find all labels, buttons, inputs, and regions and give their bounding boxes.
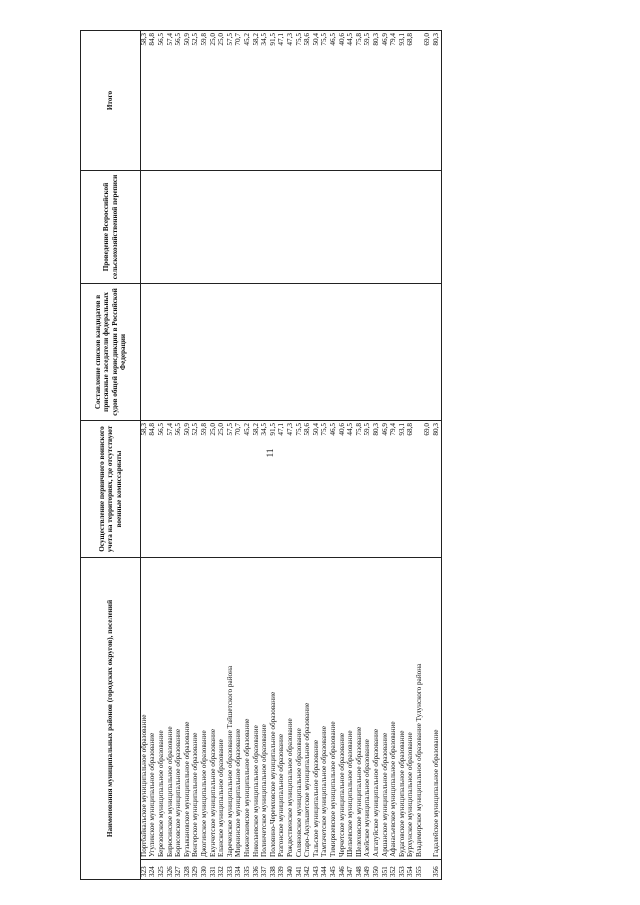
row-jurors-lists — [312, 284, 321, 421]
row-military-registration: 57,5 — [226, 421, 235, 558]
row-number: 350 — [373, 860, 382, 880]
row-jurors-lists — [304, 284, 313, 421]
row-number: 328 — [183, 860, 192, 880]
row-military-registration: 50,9 — [183, 421, 192, 558]
row-total: 45,2 — [244, 31, 253, 171]
row-military-registration: 84,8 — [149, 421, 158, 558]
row-jurors-lists — [166, 284, 175, 421]
row-number: 356 — [433, 860, 442, 880]
row-number: 347 — [347, 860, 356, 880]
row-agricultural-census — [287, 171, 296, 284]
table-row — [287, 31, 296, 880]
row-jurors-lists — [330, 284, 339, 421]
row-name: Портбайкальское муниципальное образование — [141, 558, 150, 860]
row-total: 50,9 — [183, 31, 192, 171]
row-total: 70,7 — [235, 31, 244, 171]
row-total: 46,9 — [381, 31, 390, 171]
row-name: Борисовское муниципальное образование — [175, 558, 184, 860]
row-military-registration: 50,4 — [312, 421, 321, 558]
row-agricultural-census — [295, 171, 304, 284]
row-military-registration: 58,2 — [252, 421, 261, 558]
row-number: 324 — [149, 860, 158, 880]
row-number: 326 — [166, 860, 175, 880]
row-agricultural-census — [235, 171, 244, 284]
row-military-registration: 46,9 — [381, 421, 390, 558]
table-row — [373, 31, 382, 880]
row-jurors-lists — [192, 284, 201, 421]
row-name: Черчетское муниципальное образование — [338, 558, 347, 860]
row-name: Нижнезаимское муниципальное образование — [244, 558, 253, 860]
row-name: Старо-Акульшетское муниципальное образование — [304, 558, 313, 860]
funding-table — [80, 30, 442, 880]
row-agricultural-census — [218, 171, 227, 284]
row-number: 346 — [338, 860, 347, 880]
row-military-registration: 75,8 — [355, 421, 364, 558]
row-military-registration: 80,3 — [433, 421, 442, 558]
row-jurors-lists — [278, 284, 287, 421]
row-agricultural-census — [269, 171, 278, 284]
row-military-registration: 47,3 — [287, 421, 296, 558]
row-name: Березовское муниципальное образование — [158, 558, 167, 860]
rotated-table-container — [80, 33, 570, 880]
table-row — [244, 31, 253, 880]
row-agricultural-census — [226, 171, 235, 284]
row-name: Азейское муниципальное образование — [364, 558, 373, 860]
row-total: 44,5 — [347, 31, 356, 171]
row-total — [416, 31, 425, 171]
row-name: Аршанское муниципальное образование — [381, 558, 390, 860]
row-total: 47,1 — [278, 31, 287, 171]
row-agricultural-census — [183, 171, 192, 284]
row-agricultural-census — [141, 171, 150, 284]
row-jurors-lists — [355, 284, 364, 421]
row-total: 75,8 — [355, 31, 364, 171]
row-number: 345 — [330, 860, 339, 880]
row-agricultural-census — [304, 171, 313, 284]
row-agricultural-census — [398, 171, 407, 284]
row-number: 327 — [175, 860, 184, 880]
row-jurors-lists — [407, 284, 416, 421]
table-row — [433, 31, 442, 880]
row-number: 341 — [295, 860, 304, 880]
row-military-registration — [416, 421, 425, 558]
row-name: Венгерское муниципальное образование — [192, 558, 201, 860]
row-name: Шелеховское муниципальное образование — [355, 558, 364, 860]
row-name: Еланское муниципальное образование — [218, 558, 227, 860]
row-agricultural-census — [424, 171, 433, 284]
row-name: Шелаевское муниципальное образование — [347, 558, 356, 860]
table-body — [141, 31, 442, 880]
row-military-registration: 46,5 — [330, 421, 339, 558]
row-name: Бирюсинское муниципальное образование — [166, 558, 175, 860]
row-number: 334 — [235, 860, 244, 880]
row-jurors-lists — [183, 284, 192, 421]
row-agricultural-census — [390, 171, 399, 284]
row-name: Будаговское муниципальное образование — [398, 558, 407, 860]
row-agricultural-census — [364, 171, 373, 284]
row-total: 57,4 — [166, 31, 175, 171]
header-military-registration: Осуществление первичного воинского учета на территориях, где отсутствуют военные комиссариаты — [81, 421, 141, 558]
row-name: Бурхунское муниципальное образование — [407, 558, 416, 860]
row-number: 332 — [218, 860, 227, 880]
row-jurors-lists — [175, 284, 184, 421]
row-jurors-lists — [390, 284, 399, 421]
row-number: 329 — [192, 860, 201, 880]
row-agricultural-census — [312, 171, 321, 284]
row-number: 342 — [304, 860, 313, 880]
row-number: 354 — [407, 860, 416, 880]
row-name: Зареченское муниципальное образование Тайшетского района — [226, 558, 235, 860]
row-agricultural-census — [175, 171, 184, 284]
row-agricultural-census — [166, 171, 175, 284]
row-agricultural-census — [244, 171, 253, 284]
row-name: Афанасьевское муниципальное образование — [390, 558, 399, 860]
header-agricultural-census: Проведение Всероссийской сельскохозяйственной переписи — [81, 171, 141, 284]
row-agricultural-census — [373, 171, 382, 284]
row-total: 79,4 — [390, 31, 399, 171]
row-military-registration: 80,3 — [373, 421, 382, 558]
row-number: 355 — [416, 860, 425, 880]
header-total: Итого — [81, 31, 141, 171]
row-military-registration: 25,0 — [209, 421, 218, 558]
row-total: 47,3 — [287, 31, 296, 171]
header-jurors-lists: Составление списков кандидатов в присяжные заседатели федеральных судов общей юрисдикции в Российской Федерации — [81, 284, 141, 421]
row-number: 353 — [398, 860, 407, 880]
row-military-registration: 52,5 — [192, 421, 201, 558]
row-total: 91,5 — [269, 31, 278, 171]
row-jurors-lists — [364, 284, 373, 421]
row-agricultural-census — [261, 171, 270, 284]
row-name: Екунчетское муниципальное образование — [209, 558, 218, 860]
row-jurors-lists — [218, 284, 227, 421]
row-agricultural-census — [407, 171, 416, 284]
header-name: Наименования муниципальных районов (городских округов), поселений — [81, 558, 141, 880]
row-total: 59,5 — [364, 31, 373, 171]
table-row — [201, 31, 210, 880]
row-number: 343 — [312, 860, 321, 880]
row-total: 56,5 — [175, 31, 184, 171]
row-total: 80,3 — [373, 31, 382, 171]
row-military-registration: 75,5 — [321, 421, 330, 558]
row-name: Бузыкановское муниципальное образование — [183, 558, 192, 860]
table-row — [330, 31, 339, 880]
row-total: 40,6 — [338, 31, 347, 171]
row-agricultural-census — [192, 171, 201, 284]
row-military-registration: 45,2 — [244, 421, 253, 558]
row-military-registration: 58,3 — [141, 421, 150, 558]
row-total: 25,0 — [218, 31, 227, 171]
row-number: 344 — [321, 860, 330, 880]
row-jurors-lists — [244, 284, 253, 421]
row-total: 69,0 — [424, 31, 433, 171]
row-agricultural-census — [149, 171, 158, 284]
row-jurors-lists — [209, 284, 218, 421]
row-name: Соляновское муниципальное образование — [295, 558, 304, 860]
row-agricultural-census — [278, 171, 287, 284]
row-agricultural-census — [252, 171, 261, 284]
row-agricultural-census — [321, 171, 330, 284]
row-name: Гадалейское муниципальное образование — [433, 558, 442, 860]
row-jurors-lists — [433, 284, 442, 421]
row-jurors-lists — [398, 284, 407, 421]
row-military-registration: 40,6 — [338, 421, 347, 558]
row-number: 348 — [355, 860, 364, 880]
row-jurors-lists — [158, 284, 167, 421]
row-military-registration: 44,5 — [347, 421, 356, 558]
row-number: 339 — [278, 860, 287, 880]
row-name: Владимирское муниципальное образование Тулунского района — [416, 558, 425, 860]
row-agricultural-census — [330, 171, 339, 284]
row-agricultural-census — [209, 171, 218, 284]
row-name: Полинчетское муниципальное образование — [261, 558, 270, 860]
row-number: 337 — [261, 860, 270, 880]
row-military-registration: 56,5 — [175, 421, 184, 558]
row-agricultural-census — [433, 171, 442, 284]
row-number: 330 — [201, 860, 210, 880]
row-military-registration: 59,8 — [201, 421, 210, 558]
row-military-registration: 70,7 — [235, 421, 244, 558]
row-total: 93,1 — [398, 31, 407, 171]
row-jurors-lists — [252, 284, 261, 421]
row-total: 34,5 — [261, 31, 270, 171]
row-name: Тимирязевское муниципальное образование — [330, 558, 339, 860]
row-jurors-lists — [373, 284, 382, 421]
row-military-registration: 79,4 — [390, 421, 399, 558]
row-name: Разгонское муниципальное образование — [278, 558, 287, 860]
row-agricultural-census — [381, 171, 390, 284]
row-number: 351 — [381, 860, 390, 880]
row-total: 56,5 — [158, 31, 167, 171]
row-total: 84,8 — [149, 31, 158, 171]
row-number: 352 — [390, 860, 399, 880]
row-name: Половино-Черемховское муниципальное образование — [269, 558, 278, 860]
row-jurors-lists — [424, 284, 433, 421]
row-total: 75,5 — [295, 31, 304, 171]
row-name: Алгатуйское муниципальное образование — [373, 558, 382, 860]
page-number: 11 — [265, 448, 275, 458]
row-military-registration: 57,4 — [166, 421, 175, 558]
row-jurors-lists — [261, 284, 270, 421]
row-agricultural-census — [416, 171, 425, 284]
row-jurors-lists — [201, 284, 210, 421]
table-row — [416, 31, 425, 880]
row-jurors-lists — [149, 284, 158, 421]
row-name: Тамтачетское муниципальное образование — [321, 558, 330, 860]
row-total: 58,6 — [304, 31, 313, 171]
row-number: 338 — [269, 860, 278, 880]
row-military-registration: 34,5 — [261, 421, 270, 558]
row-agricultural-census — [158, 171, 167, 284]
row-number: 336 — [252, 860, 261, 880]
row-total: 52,5 — [192, 31, 201, 171]
row-agricultural-census — [201, 171, 210, 284]
row-military-registration: 59,5 — [364, 421, 373, 558]
row-jurors-lists — [295, 284, 304, 421]
row-jurors-lists — [338, 284, 347, 421]
row-total: 50,4 — [312, 31, 321, 171]
row-military-registration: 56,5 — [158, 421, 167, 558]
row-jurors-lists — [141, 284, 150, 421]
row-number: 335 — [244, 860, 253, 880]
row-total: 68,8 — [407, 31, 416, 171]
row-total: 75,5 — [321, 31, 330, 171]
row-military-registration: 69,0 — [424, 421, 433, 558]
table-header-row — [81, 31, 141, 880]
row-number: 323 — [141, 860, 150, 880]
row-number: 325 — [158, 860, 167, 880]
row-total: 59,8 — [201, 31, 210, 171]
row-number: 340 — [287, 860, 296, 880]
row-jurors-lists — [416, 284, 425, 421]
row-military-registration: 25,0 — [218, 421, 227, 558]
row-name: Угуликское муниципальное образование — [149, 558, 158, 860]
row-name: Джогинское муниципальное образование — [201, 558, 210, 860]
row-jurors-lists — [226, 284, 235, 421]
row-agricultural-census — [347, 171, 356, 284]
row-jurors-lists — [287, 284, 296, 421]
row-military-registration: 58,6 — [304, 421, 313, 558]
row-military-registration: 47,1 — [278, 421, 287, 558]
row-number: 331 — [209, 860, 218, 880]
row-military-registration: 75,5 — [295, 421, 304, 558]
row-name: Тальское муниципальное образование — [312, 558, 321, 860]
row-total: 57,5 — [226, 31, 235, 171]
row-jurors-lists — [269, 284, 278, 421]
row-jurors-lists — [321, 284, 330, 421]
row-jurors-lists — [381, 284, 390, 421]
row-total: 58,3 — [141, 31, 150, 171]
row-number: 349 — [364, 860, 373, 880]
row-total: 46,5 — [330, 31, 339, 171]
row-military-registration: 91,5 — [269, 421, 278, 558]
row-total: 80,3 — [433, 31, 442, 171]
table-row — [158, 31, 167, 880]
row-military-registration: 93,1 — [398, 421, 407, 558]
row-jurors-lists — [235, 284, 244, 421]
row-jurors-lists — [347, 284, 356, 421]
row-name: Николаевское муниципальное образование — [252, 558, 261, 860]
row-agricultural-census — [338, 171, 347, 284]
row-agricultural-census — [355, 171, 364, 284]
row-name: Мирнинское муниципальное образование — [235, 558, 244, 860]
row-number: 333 — [226, 860, 235, 880]
row-total: 58,2 — [252, 31, 261, 171]
row-military-registration: 68,8 — [407, 421, 416, 558]
row-total: 25,0 — [209, 31, 218, 171]
row-name: Рождественское муниципальное образование — [287, 558, 296, 860]
